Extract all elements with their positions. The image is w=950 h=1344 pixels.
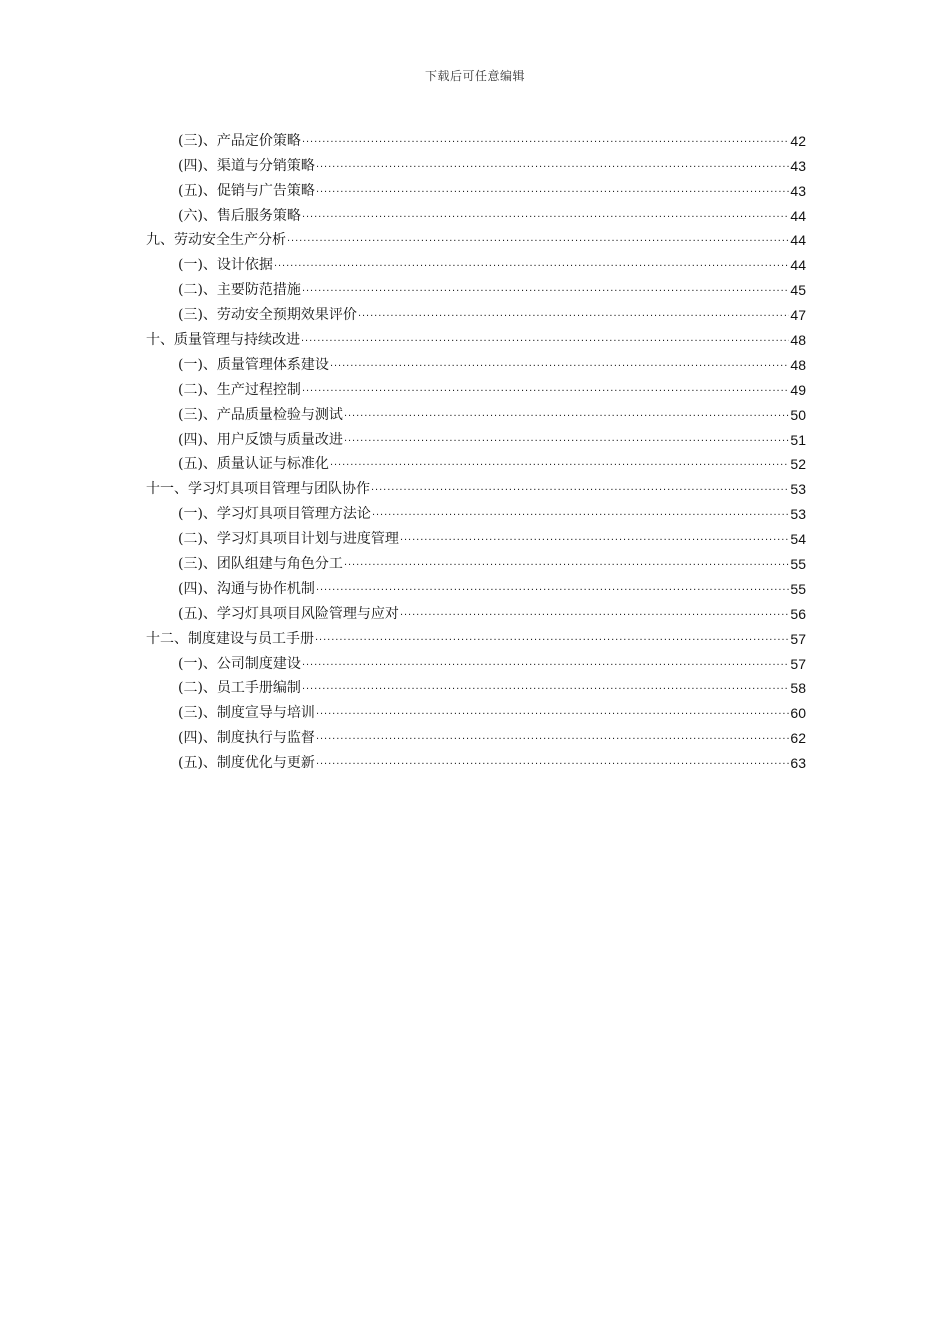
toc-entry-title: (三)、制度宣导与培训 xyxy=(178,705,315,722)
toc-dot-leader xyxy=(316,727,789,745)
toc-entry-title: (四)、沟通与协作机制 xyxy=(178,580,315,597)
toc-entry-title: (二)、员工手册编制 xyxy=(178,680,301,697)
toc-entry-page-number: 42 xyxy=(790,132,806,149)
toc-section-entry[interactable] xyxy=(146,374,806,399)
toc-section-entry[interactable] xyxy=(146,523,806,548)
toc-entry-page-number: 55 xyxy=(790,556,806,573)
toc-section-entry[interactable] xyxy=(146,548,806,573)
toc-entry-title: (五)、制度优化与更新 xyxy=(178,755,315,772)
toc-section-entry[interactable] xyxy=(146,349,806,374)
toc-dot-leader xyxy=(330,453,789,471)
toc-entry-page-number: 44 xyxy=(790,207,806,224)
toc-entry-page-number: 44 xyxy=(790,232,806,249)
toc-section-entry[interactable] xyxy=(146,150,806,175)
toc-dot-leader xyxy=(371,478,789,496)
toc-section-entry[interactable] xyxy=(146,200,806,225)
toc-entry-page-number: 56 xyxy=(790,605,806,622)
toc-entry-page-number: 52 xyxy=(790,456,806,473)
toc-dot-leader xyxy=(302,379,789,397)
toc-entry-page-number: 48 xyxy=(790,356,806,373)
toc-entry-title: (五)、学习灯具项目风险管理与应对 xyxy=(178,605,399,622)
toc-dot-leader xyxy=(358,304,789,322)
toc-entry-page-number: 50 xyxy=(790,406,806,423)
toc-entry-page-number: 43 xyxy=(790,182,806,199)
toc-section-entry[interactable] xyxy=(146,449,806,474)
toc-entry-page-number: 60 xyxy=(790,705,806,722)
toc-dot-leader xyxy=(315,628,789,646)
toc-dot-leader xyxy=(302,653,789,671)
toc-entry-title: (一)、质量管理体系建设 xyxy=(178,356,329,373)
toc-dot-leader xyxy=(316,702,789,720)
toc-section-entry[interactable] xyxy=(146,274,806,299)
toc-dot-leader xyxy=(316,155,789,173)
toc-entry-title: (三)、团队组建与角色分工 xyxy=(178,556,343,573)
toc-entry-page-number: 47 xyxy=(790,307,806,324)
toc-section-entry[interactable] xyxy=(146,697,806,722)
toc-dot-leader xyxy=(316,180,789,198)
toc-entry-page-number: 57 xyxy=(790,630,806,647)
toc-dot-leader xyxy=(344,553,789,571)
toc-dot-leader xyxy=(302,130,789,148)
toc-entry-page-number: 45 xyxy=(790,282,806,299)
toc-dot-leader xyxy=(302,279,789,297)
toc-entry-title: (三)、产品定价策略 xyxy=(178,132,301,149)
toc-entry-page-number: 53 xyxy=(790,481,806,498)
toc-entry-title: (一)、设计依据 xyxy=(178,257,273,274)
toc-entry-title: (二)、主要防范措施 xyxy=(178,282,301,299)
toc-entry-page-number: 43 xyxy=(790,157,806,174)
toc-chapter-entry[interactable] xyxy=(146,623,806,648)
toc-dot-leader xyxy=(274,254,789,272)
toc-chapter-entry[interactable] xyxy=(146,225,806,250)
toc-entry-title: (一)、公司制度建设 xyxy=(178,655,301,672)
toc-dot-leader xyxy=(344,404,789,422)
toc-section-entry[interactable] xyxy=(146,747,806,772)
toc-section-entry[interactable] xyxy=(146,399,806,424)
toc-dot-leader xyxy=(330,354,789,372)
toc-entry-title: 九、劳动安全生产分析 xyxy=(146,232,286,249)
toc-section-entry[interactable] xyxy=(146,498,806,523)
toc-entry-title: (四)、渠道与分销策略 xyxy=(178,157,315,174)
toc-entry-page-number: 63 xyxy=(790,755,806,772)
toc-entry-title: (六)、售后服务策略 xyxy=(178,207,301,224)
toc-section-entry[interactable] xyxy=(146,722,806,747)
toc-dot-leader xyxy=(287,229,789,247)
toc-dot-leader xyxy=(301,329,789,347)
toc-section-entry[interactable] xyxy=(146,175,806,200)
toc-entry-page-number: 54 xyxy=(790,531,806,548)
toc-entry-title: (一)、学习灯具项目管理方法论 xyxy=(178,506,371,523)
toc-entry-page-number: 53 xyxy=(790,506,806,523)
toc-section-entry[interactable] xyxy=(146,299,806,324)
toc-dot-leader xyxy=(302,205,789,223)
toc-entry-title: 十二、制度建设与员工手册 xyxy=(146,630,314,647)
toc-chapter-entry[interactable] xyxy=(146,473,806,498)
toc-dot-leader xyxy=(400,528,789,546)
toc-entry-title: (五)、质量认证与标准化 xyxy=(178,456,329,473)
toc-dot-leader xyxy=(372,503,789,521)
toc-dot-leader xyxy=(316,752,789,770)
toc-entry-title: (二)、生产过程控制 xyxy=(178,381,301,398)
toc-entry-title: (三)、劳动安全预期效果评价 xyxy=(178,307,357,324)
toc-entry-title: (五)、促销与广告策略 xyxy=(178,182,315,199)
toc-entry-title: 十一、学习灯具项目管理与团队协作 xyxy=(146,481,370,498)
header-note: 下载后可任意编辑 xyxy=(424,69,525,83)
toc-dot-leader xyxy=(344,429,789,447)
toc-section-entry[interactable] xyxy=(146,598,806,623)
toc-entry-page-number: 49 xyxy=(790,381,806,398)
toc-entry-page-number: 62 xyxy=(790,730,806,747)
toc-section-entry[interactable] xyxy=(146,249,806,274)
toc-section-entry[interactable] xyxy=(146,424,806,449)
toc-section-entry[interactable] xyxy=(146,673,806,698)
toc-entry-page-number: 55 xyxy=(790,580,806,597)
toc-entry-title: (四)、制度执行与监督 xyxy=(178,730,315,747)
toc-chapter-entry[interactable] xyxy=(146,324,806,349)
toc-entry-page-number: 51 xyxy=(790,431,806,448)
toc-entry-page-number: 58 xyxy=(790,680,806,697)
toc-section-entry[interactable] xyxy=(146,648,806,673)
table-of-contents xyxy=(146,125,806,772)
toc-entry-title: (二)、学习灯具项目计划与进度管理 xyxy=(178,531,399,548)
toc-dot-leader xyxy=(302,677,789,695)
toc-entry-page-number: 57 xyxy=(790,655,806,672)
toc-dot-leader xyxy=(400,603,789,621)
toc-entry-title: (三)、产品质量检验与测试 xyxy=(178,406,343,423)
toc-entry-page-number: 48 xyxy=(790,332,806,349)
toc-dot-leader xyxy=(316,578,789,596)
toc-entry-page-number: 44 xyxy=(790,257,806,274)
toc-entry-title: 十、质量管理与持续改进 xyxy=(146,332,300,349)
toc-section-entry[interactable] xyxy=(146,573,806,598)
toc-entry-title: (四)、用户反馈与质量改进 xyxy=(178,431,343,448)
toc-section-entry[interactable] xyxy=(146,125,806,150)
